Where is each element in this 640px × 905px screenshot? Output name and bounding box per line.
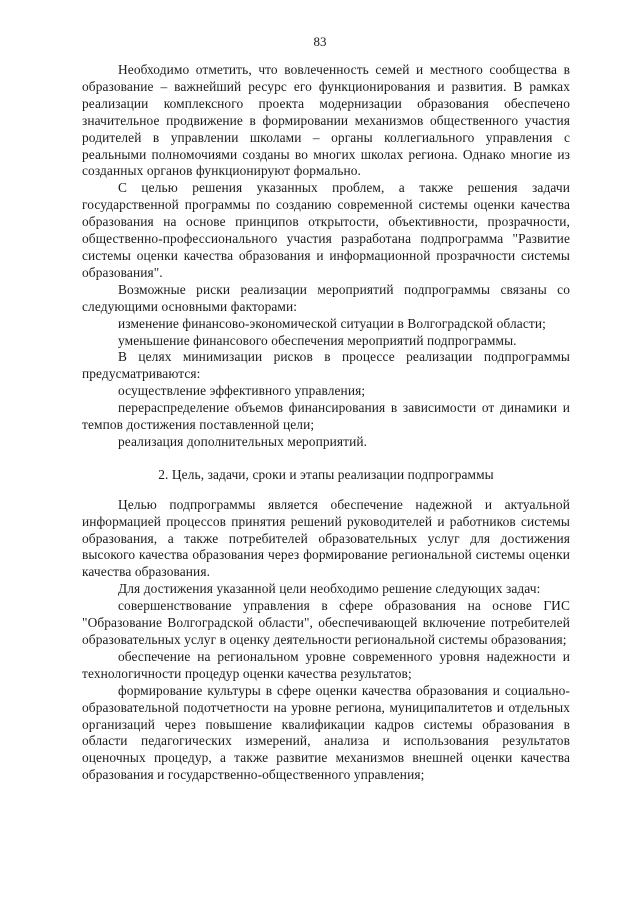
document-body xyxy=(82,62,570,784)
paragraph-goal: Целью подпрограммы является обеспечение надежной и актуальной информацией процессов принятия решений руководителей и работников системы образования, а также потребителей образовательных услуг для достижения высокого качества образования через формирование региональной системы оценки качества образования. xyxy=(82,496,570,580)
paragraph-subprogram-purpose: С целью решения указанных проблем, а также решения задачи государственной программы по созданию современной системы оценки качества образования на основе принципов открытости, объективности, прозрачности, общественно-профессионального участия разработана подпрограмма "Развитие системы оценки качества образования и информационной прозрачности системы образования". xyxy=(82,180,570,280)
paragraph-measure-additional: реализация дополнительных мероприятий. xyxy=(118,433,368,449)
paragraph-measure-management: осуществление эффективного управления; xyxy=(118,383,366,399)
paragraph-task-gis: совершенствование управления в сфере образования на основе ГИС "Образование Волгоградской области", обеспечивающей включение потребителей образовательных услуг в оценку деятельности региональной системы образования; xyxy=(82,598,570,647)
paragraph-tasks-intro: Для достижения указанной цели необходимо решение следующих задач: xyxy=(118,581,541,597)
page-number: 83 xyxy=(313,34,327,49)
paragraph-task-reliability: обеспечение на региональном уровне современного уровня надежности и технологичности процедур оценки качества результатов; xyxy=(82,648,570,681)
paragraph-risks-intro: Возможные риски реализации мероприятий подпрограммы связаны со следующими основными факторами: xyxy=(82,281,570,314)
paragraph-measure-redistribution: перераспределение объемов финансирования в зависимости от динамики и темпов достижения поставленной цели; xyxy=(82,400,570,433)
paragraph-risk-minimization-intro: В целях минимизации рисков в процессе реализации подпрограммы предусматриваются: xyxy=(82,349,570,382)
paragraph-task-culture: формирование культуры в сфере оценки качества образования и социально-образовательной подотчетности на уровне региона, муниципалитетов и отдельных организаций через повышение квалификации кадров системы образования в области педагогических измерений, анализа и использования результатов оценочных процедур, а также развитие механизмов внешней оценки качества образования и государственно-общественного управления; xyxy=(82,682,570,783)
section-heading: 2. Цель, задачи, сроки и этапы реализации подпрограммы xyxy=(158,466,494,482)
paragraph-risk-economic: изменение финансово-экономической ситуации в Волгоградской области; xyxy=(118,315,546,331)
paragraph-risk-funding: уменьшение финансового обеспечения мероприятий подпрограммы. xyxy=(118,332,517,348)
paragraph-family-involvement: Необходимо отметить, что вовлеченность семей и местного сообщества в образование – важнейший ресурс его функционирования и развития. В рамках реализации комплексного проекта модернизации образования обеспечено значительное продвижение в формировании механизмов общественного участия родителей в управлении школами – органы коллегиального управления с реальными полномочиями созданы во многих школах региона. Однако многие из созданных органов функционируют формально. xyxy=(82,62,570,179)
